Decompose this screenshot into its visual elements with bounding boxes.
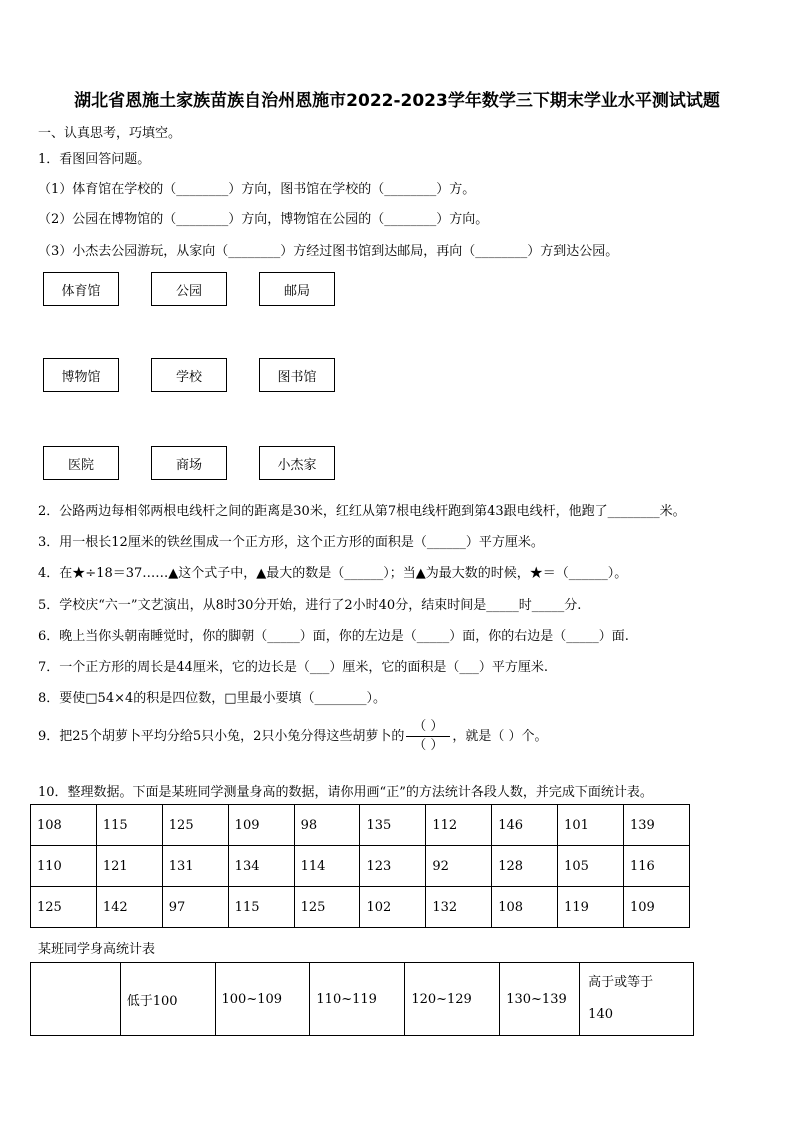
q9-before: 9．把25个胡萝卜平均分给5只小兔，2只小兔分得这些胡萝卜的	[38, 729, 405, 744]
question-8: 8．要使□54×4的积是四位数，□里最小要填（________）。	[38, 691, 387, 706]
fraction-blank	[406, 718, 450, 755]
q4-prefix: 4．在	[38, 566, 73, 581]
table-cell: 139	[624, 805, 690, 846]
q4-middle: 这个式子中，▲最大的数是（______）；当▲为最大数的时候，	[178, 566, 530, 581]
table-cell: 121	[96, 846, 162, 887]
table-cell: 低于100	[120, 963, 215, 1036]
table-cell: 128	[492, 846, 558, 887]
table-cell: 125	[162, 805, 228, 846]
page-title: 湖北省恩施土家族苗族自治州恩施市2022-2023学年数学三下期末学业水平测试试题	[74, 91, 720, 111]
table-cell: 101	[558, 805, 624, 846]
table-cell: 119	[558, 887, 624, 928]
table-cell: 146	[492, 805, 558, 846]
map-box-museum: 博物馆	[43, 358, 119, 392]
table-cell: 131	[162, 846, 228, 887]
map-box-xiaojie-home: 小杰家	[259, 446, 335, 480]
table-cell: 高于或等于140	[580, 963, 694, 1036]
question-9	[38, 718, 548, 755]
fraction-denominator: （ ）	[413, 738, 444, 753]
star-icon: ★	[72, 566, 86, 581]
table-cell: 100~109	[215, 963, 310, 1036]
fraction-numerator: （ ）	[406, 718, 450, 737]
q9-after: ，就是（ ）个。	[452, 729, 548, 744]
question-2: 2．公路两边每相邻两根电线杆之间的距离是30米，红红从第7根电线杆跑到第43跟电线杆，他跑了________米。	[38, 504, 686, 519]
table-cell: 102	[360, 887, 426, 928]
table-row	[31, 846, 690, 887]
table-cell: 105	[558, 846, 624, 887]
table-cell: 134	[228, 846, 294, 887]
question-10: 10．整理数据。下面是某班同学测量身高的数据，请你用画“正”的方法统计各段人数，并完成下面统计表。	[38, 785, 653, 800]
question-6: 6．晚上当你头朝南睡觉时，你的脚朝（_____）面，你的左边是（_____）面，你的右边是（_____）面.	[38, 629, 629, 644]
table-cell: 125	[294, 887, 360, 928]
stat-table-title: 某班同学身高统计表	[38, 942, 156, 957]
table-cell: 142	[96, 887, 162, 928]
table-cell: 112	[426, 805, 492, 846]
table-cell: 125	[31, 887, 97, 928]
table-cell: 115	[96, 805, 162, 846]
table-row	[31, 963, 694, 1036]
table-cell: 108	[31, 805, 97, 846]
table-cell: 123	[360, 846, 426, 887]
table-row	[31, 805, 690, 846]
table-cell: 135	[360, 805, 426, 846]
question-3: 3．用一根长12厘米的铁丝围成一个正方形，这个正方形的面积是（______）平方厘米。	[38, 535, 544, 550]
q4-expression: ÷18＝37……	[85, 566, 169, 581]
table-cell: 116	[624, 846, 690, 887]
q4-tail: ＝（______）。	[542, 566, 628, 581]
table-cell: 110	[31, 846, 97, 887]
question-1-part-3: （3）小杰去公园游玩，从家向（________）方经过图书馆到达邮局，再向（________）方到达公园。	[38, 244, 619, 259]
table-cell: 98	[294, 805, 360, 846]
section-heading: 一、认真思考，巧填空。	[38, 126, 182, 141]
map-box-school: 学校	[151, 358, 227, 392]
table-cell: 109	[228, 805, 294, 846]
question-7: 7．一个正方形的周长是44厘米，它的边长是（___）厘米，它的面积是（___）平方厘米.	[38, 660, 548, 675]
table-cell: 97	[162, 887, 228, 928]
table-cell: 132	[426, 887, 492, 928]
triangle-icon: ▲	[168, 566, 179, 581]
table-cell: 120~129	[405, 963, 500, 1036]
question-1-stem: 1．看图回答问题。	[38, 152, 151, 167]
height-stat-table	[30, 962, 694, 1036]
question-5: 5．学校庆“六一”文艺演出，从8时30分开始，进行了2小时40分，结束时间是_____时_____分.	[38, 598, 582, 613]
table-cell: 130~139	[500, 963, 580, 1036]
map-box-mall: 商场	[151, 446, 227, 480]
table-cell: 115	[228, 887, 294, 928]
table-cell	[31, 963, 121, 1036]
table-cell: 108	[492, 887, 558, 928]
table-cell: 114	[294, 846, 360, 887]
table-row	[31, 887, 690, 928]
table-cell: 110~119	[310, 963, 405, 1036]
star-icon: ★	[529, 566, 543, 581]
height-data-table	[30, 804, 690, 928]
question-4	[38, 562, 627, 581]
table-cell: 92	[426, 846, 492, 887]
question-1-part-2: （2）公园在博物馆的（________）方向，博物馆在公园的（________）方向。	[38, 212, 489, 227]
question-1-part-1: （1）体育馆在学校的（________）方向，图书馆在学校的（________）方。	[38, 182, 476, 197]
map-box-library: 图书馆	[259, 358, 335, 392]
map-box-hospital: 医院	[43, 446, 119, 480]
map-box-post-office: 邮局	[259, 272, 335, 306]
map-box-park: 公园	[151, 272, 227, 306]
map-box-stadium: 体育馆	[43, 272, 119, 306]
table-cell: 109	[624, 887, 690, 928]
